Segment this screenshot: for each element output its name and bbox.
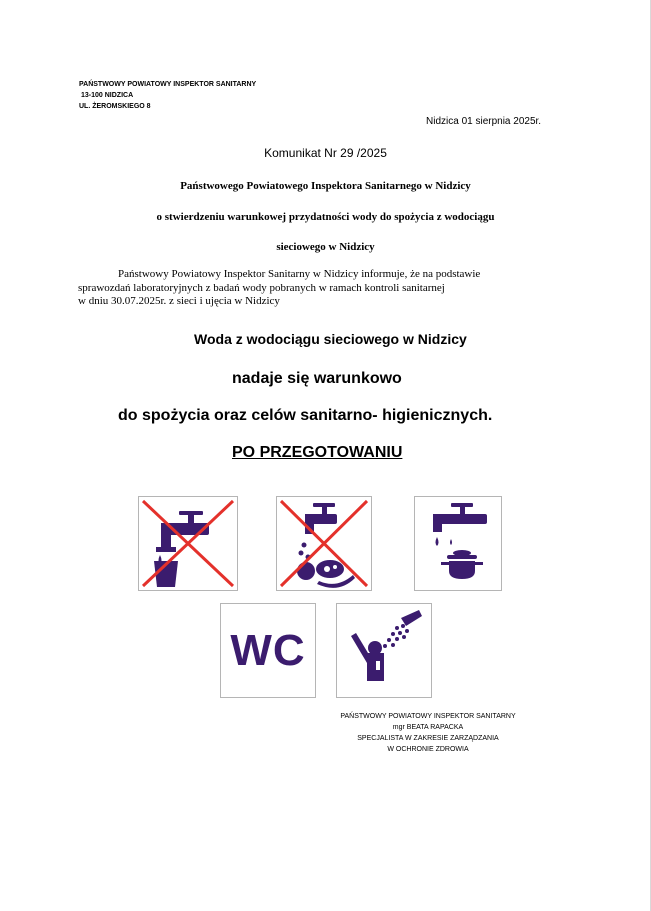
intro-line-1: Państwowy Powiatowy Inspektor Sanitarny w Nidzicy informuje, że na podstawie — [118, 268, 481, 280]
boil-condition: PO PRZEGOTOWANIU — [232, 444, 403, 461]
boil-water-cooking-icon — [415, 497, 501, 590]
signature-title: PAŃSTWOWY POWIATOWY INSPEKTOR SANITARNY — [340, 713, 516, 720]
sender-street: UL. ŻEROMSKIEGO 8 — [79, 103, 151, 110]
signature-block — [318, 711, 538, 755]
pictogram-wc — [220, 603, 316, 698]
heading-line-1: Państwowego Powiatowego Inspektora Sanitarnego w Nidzicy — [180, 180, 471, 192]
signature-name: mgr BEATA RAPACKA — [392, 724, 464, 731]
statement-line-1: Woda z wodociągu sieciowego w Nidzicy — [194, 331, 467, 347]
pictogram-shower — [336, 603, 432, 698]
statement-line-3: do spożycia oraz celów sanitarno- higienicznych. — [118, 407, 493, 424]
pictogram-no-washing-food — [276, 496, 372, 591]
pictogram-no-drinking — [138, 496, 238, 591]
signature-specialty-continued: W OCHRONIE ZDROWIA — [387, 746, 469, 753]
sender-postcode: 13-100 NIDZICA — [81, 92, 134, 99]
sender-name: PAŃSTWOWY POWIATOWY INSPEKTOR SANITARNY — [79, 81, 257, 88]
document-date: Nidzica 01 sierpnia 2025r. — [426, 116, 542, 127]
no-drinking-tap-water-icon — [139, 497, 237, 590]
heading-line-3: sieciowego w Nidzicy — [276, 241, 375, 253]
notice-number: Komunikat Nr 29 /2025 — [264, 146, 387, 160]
no-washing-food-tap-water-icon — [277, 497, 371, 590]
intro-line-2: sprawozdań laboratoryjnych z badań wody pobranych w ramach kontroli sanitarnej — [78, 281, 445, 294]
wc-toilet-icon — [221, 604, 315, 697]
heading-line-2: o stwierdzeniu warunkowej przydatności wody do spożycia z wodociągu — [156, 211, 495, 223]
wc-label: WC — [230, 625, 306, 675]
pictogram-cooking — [414, 496, 502, 591]
intro-paragraph — [78, 268, 572, 309]
sender-block — [79, 79, 256, 112]
shower-icon — [337, 604, 431, 697]
signature-specialty: SPECJALISTA W ZAKRESIE ZARZĄDZANIA — [357, 735, 499, 742]
statement-line-2: nadaje się warunkowo — [232, 370, 402, 387]
intro-line-3: w dniu 30.07.2025r. z sieci i ujęcia w Nidzicy — [78, 295, 280, 307]
